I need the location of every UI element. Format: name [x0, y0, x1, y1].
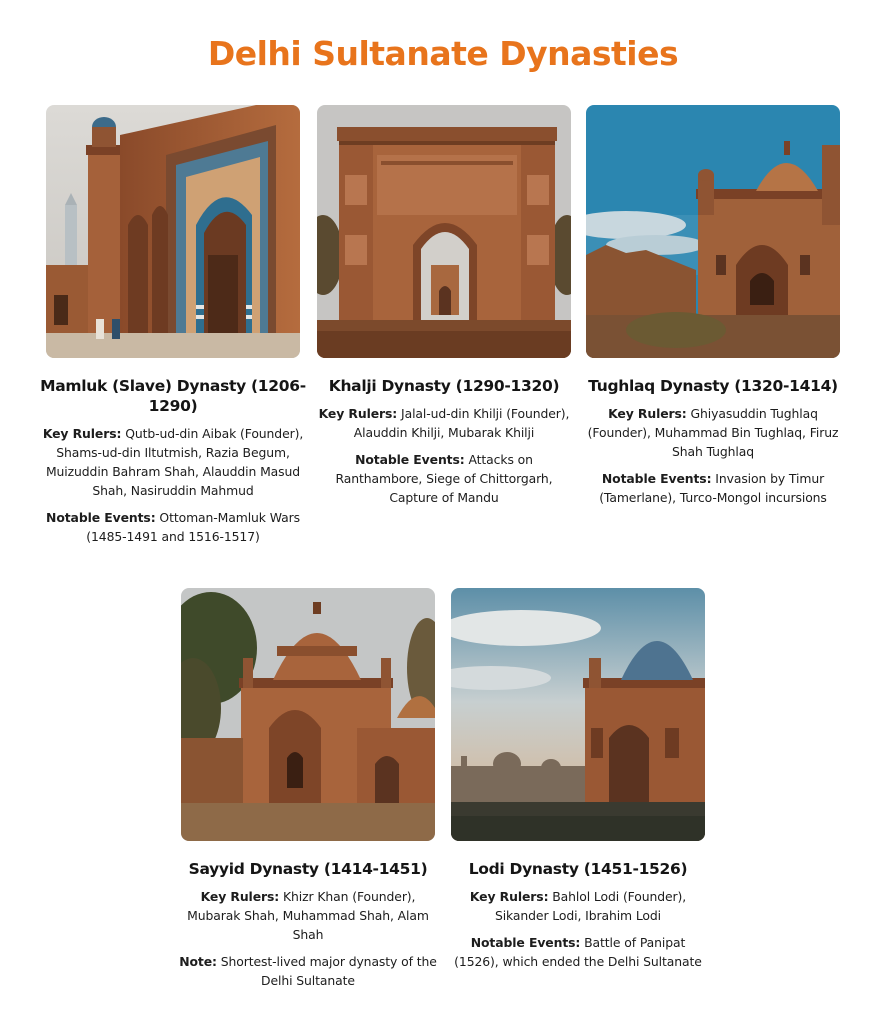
dynasty-card-sayyid [181, 588, 435, 990]
dynasty-card-tughlaq [586, 105, 840, 507]
tughlaq-fort-image [586, 105, 840, 358]
dynasty-name: Sayyid Dynasty (1414-1451) [188, 860, 428, 878]
notable-events-text [42, 508, 304, 546]
key-rulers-text [582, 404, 844, 461]
dynasty-name: Mamluk (Slave) Dynasty (1206-1290) [40, 377, 306, 415]
key-rulers-text [177, 887, 439, 944]
key-rulers-label: Key Rulers: [42, 426, 122, 441]
page-title: Delhi Sultanate Dynasties [207, 34, 679, 73]
notable-events-label: Notable Events: [46, 510, 156, 525]
mamluk-monument-image [46, 105, 300, 358]
notable-events-value: Invasion by Timur (Tamerlane), Turco-Mongol incursions [599, 471, 827, 505]
note-value: Shortest-lived major dynasty of the Delhi Sultanate [220, 954, 437, 988]
notable-events-value: Battle of Panipat (1526), which ended the Delhi Sultanate [454, 935, 702, 969]
key-rulers-text [313, 404, 575, 442]
key-rulers-value: Qutb-ud-din Aibak (Founder), Shams-ud-din Iltutmish, Razia Begum, Muizuddin Bahram Shah, Alauddin Masud Shah, Nasiruddin Mahmud [45, 426, 304, 498]
notable-events-label: Notable Events: [355, 452, 465, 467]
dynasty-card-mamluk [40, 105, 306, 546]
key-rulers-text [42, 424, 304, 500]
dynasty-card-lodi [451, 588, 705, 971]
key-rulers-text [447, 887, 709, 925]
key-rulers-label: Key Rulers: [608, 406, 687, 421]
dynasty-name: Lodi Dynasty (1451-1526) [468, 860, 688, 878]
notable-events-label: Notable Events: [470, 935, 581, 950]
sayyid-tomb-image [181, 588, 435, 841]
notable-events-text [313, 450, 575, 507]
key-rulers-value: Bahlol Lodi (Founder), Sikander Lodi, Ibrahim Lodi [494, 889, 687, 923]
key-rulers-value: Jalal-ud-din Khilji (Founder), Alauddin Khilji, Mubarak Khilji [353, 406, 570, 440]
khalji-gateway-image [317, 105, 571, 358]
key-rulers-value: Khizr Khan (Founder), Mubarak Shah, Muhammad Shah, Alam Shah [187, 889, 429, 942]
dynasty-name: Khalji Dynasty (1290-1320) [328, 377, 560, 395]
notable-events-label: Notable Events: [601, 471, 712, 486]
notable-events-text [582, 469, 844, 507]
notable-events-value: Attacks on Ranthambore, Siege of Chittorgarh, Capture of Mandu [335, 452, 553, 505]
note-label: Note: [179, 954, 217, 969]
lodi-tomb-image [451, 588, 705, 841]
dynasty-card-khalji [317, 105, 571, 507]
key-rulers-value: Ghiyasuddin Tughlaq (Founder), Muhammad Bin Tughlaq, Firuz Shah Tughlaq [587, 406, 839, 459]
notable-events-value: Ottoman-Mamluk Wars (1485-1491 and 1516-1517) [86, 510, 300, 544]
key-rulers-label: Key Rulers: [469, 889, 549, 904]
dynasty-name: Tughlaq Dynasty (1320-1414) [588, 377, 838, 395]
key-rulers-label: Key Rulers: [200, 889, 280, 904]
key-rulers-label: Key Rulers: [318, 406, 398, 421]
note-text [177, 952, 439, 990]
notable-events-text [447, 933, 709, 971]
